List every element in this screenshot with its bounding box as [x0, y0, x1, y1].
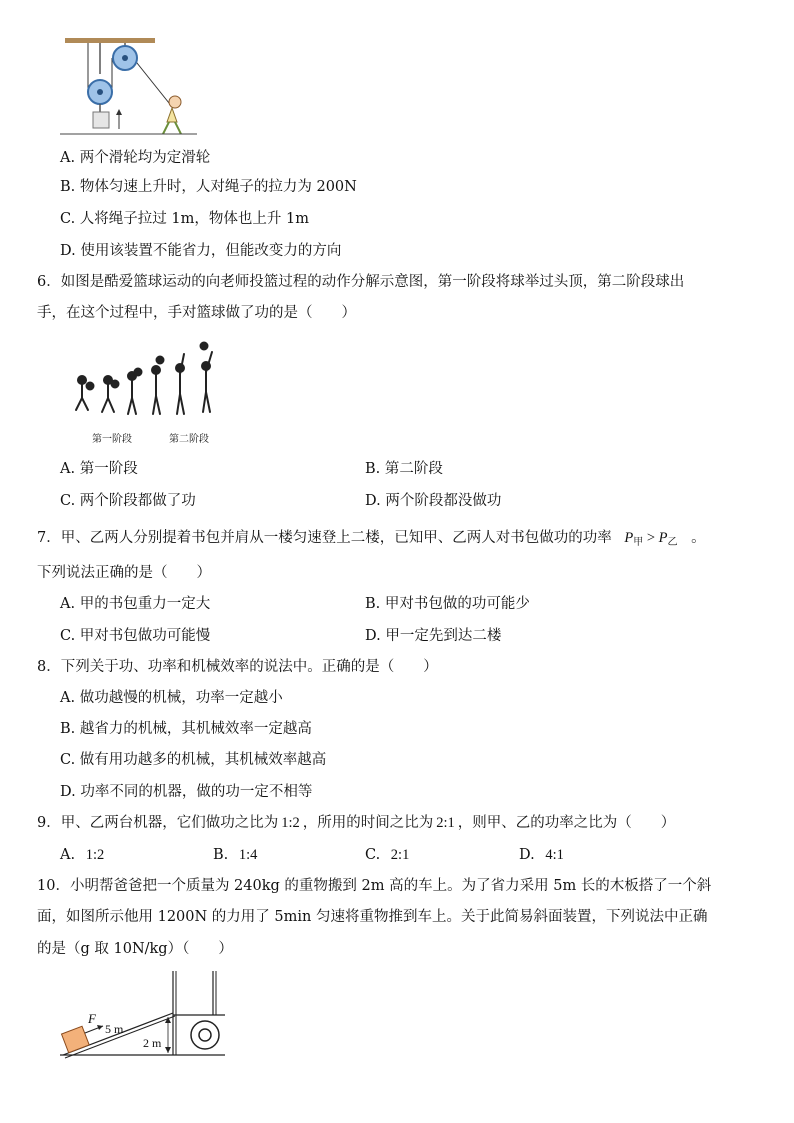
q6-stem-line1: 6．如图是酷爱篮球运动的向老师投篮过程的动作分解示意图，第一阶段将球举过头顶，第二阶段球出	[37, 274, 685, 290]
height-label: 2 m	[143, 1036, 162, 1050]
figure-label-stage1: 第一阶段	[92, 434, 132, 445]
q8-stem: 8．下列关于功、功率和机械效率的说法中。正确的是（ ）	[37, 659, 438, 675]
q7-option-d: D. 甲一定先到达二楼	[365, 628, 502, 644]
q7-option-c: C. 甲对书包做功可能慢	[60, 628, 211, 644]
q10-stem-line1: 10．小明帮爸爸把一个质量为 240kg 的重物搬到 2m 高的车上。为了省力采用 5m 长的木板搭了一个斜	[37, 878, 712, 894]
q9-option-d: D. 4:1	[519, 847, 564, 863]
force-label: F	[88, 1011, 96, 1026]
power-inequality: $P_甲 > P_乙$	[624, 530, 678, 548]
q5-option-a: A. 两个滑轮均为定滑轮	[60, 150, 211, 166]
length-label: 5 m	[105, 1022, 124, 1036]
figure-label-stage2: 第二阶段	[169, 434, 209, 445]
q6-stem-line2: 手，在这个过程中，手对篮球做了功的是（ ）	[37, 305, 356, 321]
q5-option-d: D. 使用该装置不能省力，但能改变力的方向	[60, 243, 342, 259]
basketball-figure	[70, 340, 230, 420]
q9-option-c: C. 2:1	[365, 847, 410, 863]
q9-option-a: A. 1:2	[60, 847, 105, 863]
q9-option-b: B. 1:4	[213, 847, 258, 863]
q7-stem-line1: 7．甲、乙两人分别提着书包并肩从一楼匀速登上二楼，已知甲、乙两人对书包做功的功率 $P_甲 > P_乙$ 。	[37, 530, 706, 548]
q8-option-a: A. 做功越慢的机械，功率一定越小	[60, 690, 283, 706]
q6-option-c: C. 两个阶段都做了功	[60, 493, 196, 509]
q6-option-b: B. 第二阶段	[365, 461, 443, 477]
pulley-figure	[55, 34, 205, 142]
incline-figure	[55, 965, 235, 1065]
q7-option-b: B. 甲对书包做的功可能少	[365, 596, 530, 612]
q7-stem-line2: 下列说法正确的是（ ）	[37, 565, 211, 581]
q7-option-a: A. 甲的书包重力一定大	[60, 596, 211, 612]
q6-option-d: D. 两个阶段都没做功	[365, 493, 502, 509]
q8-option-d: D. 功率不同的机器，做的功一定不相等	[60, 784, 313, 800]
q10-stem-line3: 的是（g 取 10N/kg）（ ）	[37, 941, 233, 957]
q5-option-b: B. 物体匀速上升时，人对绳子的拉力为 200N	[60, 179, 357, 195]
q9-stem: 9．甲、乙两台机器，它们做功之比为 1:2 ，所用的时间之比为 2:1 ，则甲、乙的功率之比为（ ）	[37, 815, 676, 831]
q8-option-b: B. 越省力的机械，其机械效率一定越高	[60, 721, 312, 737]
q6-option-a: A. 第一阶段	[60, 461, 138, 477]
q5-option-c: C. 人将绳子拉过 1m，物体也上升 1m	[60, 211, 309, 227]
q10-stem-line2: 面，如图所示他用 1200N 的力用了 5min 匀速将重物推到车上。关于此简易斜面装置，下列说法中正确	[37, 909, 708, 925]
q8-option-c: C. 做有用功越多的机械，其机械效率越高	[60, 752, 327, 768]
